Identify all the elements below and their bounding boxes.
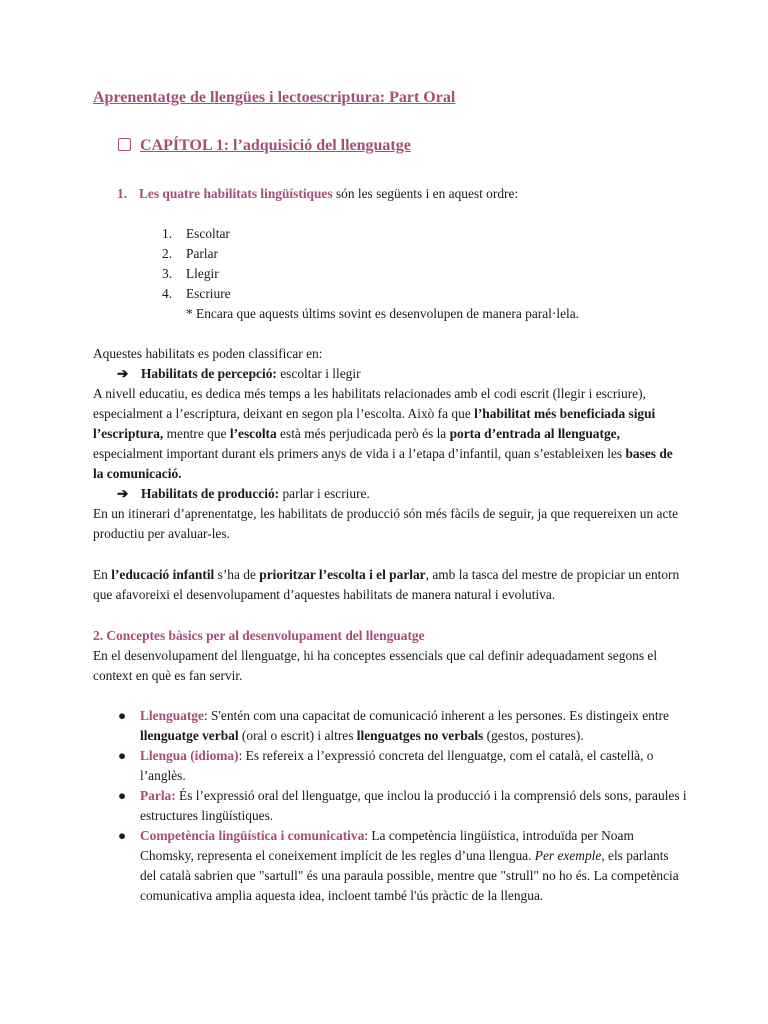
arrow-right-icon: ➔ [117, 486, 129, 501]
section-1-title: Les quatre habilitats lingüístiques [139, 186, 333, 201]
bullet-icon: ● [118, 788, 127, 803]
checkbox-icon[interactable] [118, 138, 131, 151]
production-row: ➔ Habilitats de producció: parlar i escriure. [93, 484, 683, 504]
section-1-heading [117, 184, 518, 204]
perception-row: ➔ Habilitats de percepció: escoltar i llegir [93, 364, 683, 384]
section-2-heading: 2. Conceptes bàsics per al desenvolupament del llenguatge [93, 628, 425, 643]
list-item: 3. Llegir [162, 266, 219, 281]
classification-intro: Aquestes habilitats es poden classificar en: [93, 346, 323, 361]
list-item: ● Llenguatge: S'entén com una capacitat de comunicació inherent a les persones. Es distingeix entre llenguatge verbal (oral o escrit) i altres llenguatges no verbals (gestos, postures). [118, 708, 669, 743]
bullet-icon: ● [118, 708, 127, 723]
list-item: ● Parla: És l’expressió oral del llenguatge, que inclou la producció i la comprensió dels sons, paraules i estructures lingüístiques. [118, 788, 687, 823]
skills-list [162, 224, 231, 304]
concepts-list [118, 706, 688, 906]
arrow-right-icon: ➔ [117, 366, 129, 381]
skills-note: * Encara que aquests últims sovint es desenvolupen de manera paral·lela. [186, 306, 580, 321]
paragraph-education: A nivell educatiu, es dedica més temps a les habilitats relacionades amb el codi escrit (llegir i escriure), especialment a l’escriptura, deixant en segon pla l’escolta. Això fa que l’habilitat més beneficiada sigui l’escriptura, mentre que l’escolta està més perjudicada però és la porta d’entrada al llenguatge, especialment important durant els primers anys de vida i a l’etapa d’infantil, quan s’estableixen les bases de la comunicació. [93, 386, 673, 481]
list-item: 2. Parlar [162, 246, 218, 261]
bullet-icon: ● [118, 748, 127, 763]
paragraph-itinerary: En un itinerari d’aprenentatge, les habilitats de producció són més fàcils de seguir, ja que requereixen un acte productiu per avaluar-les. [93, 506, 679, 541]
document-title: Aprenentatge de llengües i lectoescriptura: Part Oral [93, 89, 456, 106]
chapter-heading [118, 136, 411, 156]
section-1-rest: són les següents i en aquest ordre: [332, 186, 519, 201]
section-2-intro: En el desenvolupament del llenguatge, hi ha conceptes essencials que cal definir adequadament segons el context en què es fan servir. [93, 648, 658, 683]
paragraph-infantil: En l’educació infantil s’ha de prioritzar l’escolta i el parlar, amb la tasca del mestre de propiciar un entorn que afavoreixi el desenvolupament d’aquestes habilitats de manera natural i evolutiva. [93, 567, 680, 602]
bullet-icon: ● [118, 828, 127, 843]
chapter-title: CAPÍTOL 1: l’adquisició del llenguatge [140, 137, 411, 154]
list-item: ● Competència lingüística i comunicativa: La competència lingüística, introduïda per Noam Chomsky, representa el coneixement implícit de les regles d’una llengua. Per exemple, els parlants del català sabrien que "sartull" és una paraula possible, mentre que "strull" no ho és. La competència comunicativa amplia aquesta idea, incloent també l'ús pràctic de la llengua. [118, 828, 679, 903]
list-item: 4. Escriure [162, 286, 231, 301]
list-item: 1. Escoltar [162, 226, 230, 241]
classification-block [93, 344, 683, 544]
list-item: ● Llengua (idioma): Es refereix a l’expressió concreta del llenguatge, com el català, el castellà, o l’anglès. [118, 748, 654, 783]
section-1-number: 1. [117, 186, 128, 201]
